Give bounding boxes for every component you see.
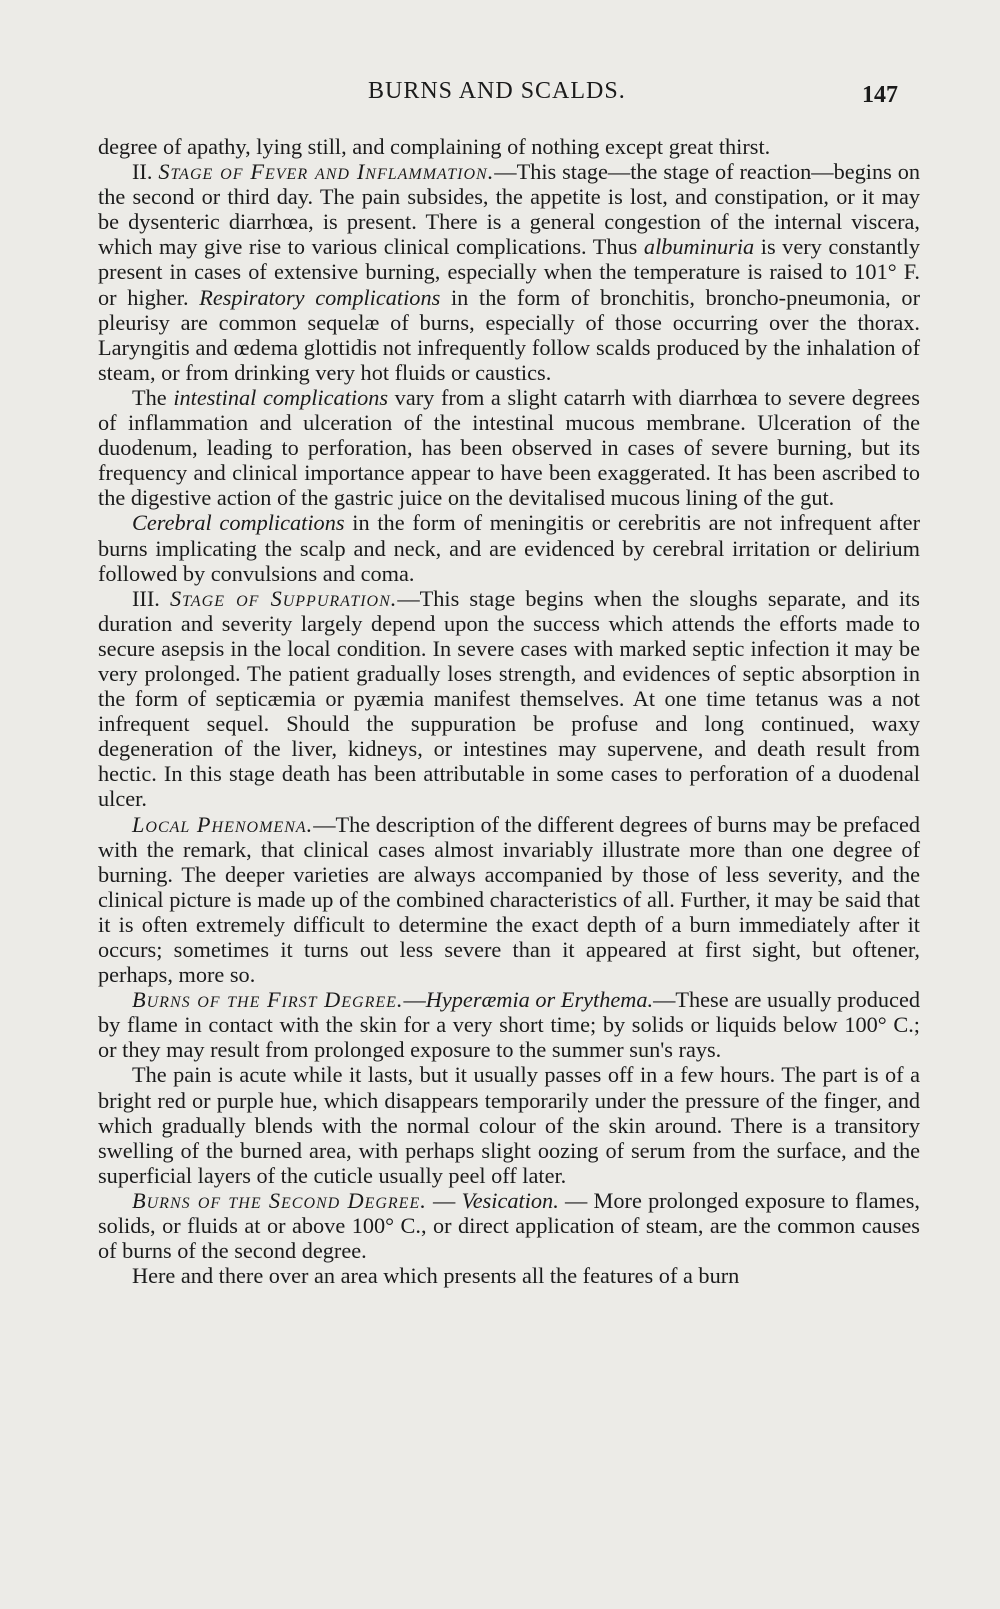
page-number: 147: [862, 82, 898, 108]
paragraph-suppuration: [98, 586, 920, 812]
text-run: — More prolonged exposure to flames, solids, or fluids at or above 100° C., or direct application of steam, are the common causes of burns of the second degree.: [98, 1187, 921, 1264]
text-run: The pain is acute while it lasts, but it usually passes off in a few hours. The part is of a bright red or purple hue, which disappears temporarily under the pressure of the finger, and which gradually blends with the normal colour of the skin around. There is a transitory swelling of the burned area, with perhaps slight oozing of serum from the surface, and the superficial layers of the cuticle usually peel off later.: [98, 1062, 920, 1188]
text-run: degree of apathy, lying still, and complaining of nothing except great thirst.: [98, 134, 771, 159]
text-run: II.: [132, 159, 159, 185]
paragraph-intestinal: [98, 385, 920, 510]
paragraph-local: [98, 812, 920, 988]
paragraph-second-degree: [98, 1188, 920, 1263]
paragraph-first-degree: [98, 987, 920, 1062]
body-text: [98, 134, 920, 1288]
italic-term: albuminuria: [643, 234, 755, 260]
text-run: III.: [132, 585, 170, 611]
paragraph-stage-fever: [98, 159, 920, 385]
text-run: Here and there over an area which presents all the features of a burn: [132, 1263, 740, 1289]
italic-term: Hyperæmia or Erythema.: [425, 987, 654, 1013]
paragraph-pain: [98, 1062, 920, 1187]
text-run: —: [403, 987, 426, 1013]
text-run: in the form of meningitis or cerebritis are not infrequent after burns implicating the scalp and neck, and are evidenced by cerebral irritation or delirium followed by convulsions and coma.: [98, 510, 921, 586]
small-caps-heading: Burns of the Second Degree.: [132, 1187, 427, 1213]
italic-term: Respiratory complications: [199, 284, 441, 310]
page-header: [0, 78, 1000, 118]
paragraph-cerebral: [98, 510, 920, 585]
small-caps-heading: Stage of Suppuration.: [170, 585, 398, 611]
italic-term: Vesication.: [461, 1187, 559, 1213]
text-run: —: [426, 1187, 462, 1213]
paragraph-apathy: [98, 134, 920, 159]
small-caps-heading: Local Phenomena.: [132, 811, 314, 837]
running-title: BURNS AND SCALDS.: [368, 78, 626, 104]
text-run: The: [132, 384, 174, 410]
text-run: is very constantly present in cases of extensive burning, especially when the temperature is raised to 101° F. or higher.: [98, 234, 920, 310]
small-caps-heading: Burns of the First Degree.: [132, 987, 404, 1013]
text-run: —These are usually produced by flame in contact with the skin for a very short time; by solids or liquids below 100° C.; or they may result from prolonged exposure to the summer sun's rays.: [98, 987, 920, 1063]
small-caps-heading: Stage of Fever and Inflammation.: [158, 159, 495, 185]
text-run: in the form of bronchitis, broncho-pneumonia, or pleurisy are common sequelæ of burns, especially of those occurring over the thorax. Laryngitis and œdema glottidis not infrequently follow scalds produced by the inhalation of steam, or from drinking very hot fluids or caustics.: [98, 284, 920, 385]
italic-term: Cerebral complications: [132, 510, 345, 536]
text-run: vary from a slight catarrh with diarrhœa to severe degrees of inflammation and ulceration of the intestinal mucous membrane. Ulceration of the duodenum, leading to perforation, has been observed in cases of severe burning, but its frequency and clinical importance appear to have been exaggerated. It has been ascribed to the digestive action of the gastric juice on the devitalised mucous lining of the gut.: [98, 384, 920, 511]
text-run: —The description of the different degrees of burns may be prefaced with the remark, that clinical cases almost invariably illustrate more than one degree of burning. The deeper varieties are always accompanied by those of less severity, and the clinical picture is made up of the combined characteristics of all. Further, it may be said that it is often extremely difficult to determine the exact depth of a burn immediately after it occurs; sometimes it turns out less severe than it appeared at first sight, but oftener, perhaps, more so.: [98, 811, 920, 988]
paragraph-here: [98, 1263, 920, 1288]
text-run: —This stage—the stage of reaction—begins on the second or third day. The pain subsides, the appetite is lost, and constipation, or it may be dysenteric diarrhœa, is present. There is a general congestion of the internal viscera, which may give rise to various clinical complications. Thus: [98, 159, 920, 260]
text-run: —This stage begins when the sloughs separate, and its duration and severity largely depend upon the success which attends the efforts made to secure asepsis in the local condition. In severe cases with marked septic infection it may be very prolonged. The patient gradually loses strength, and evidences of septic absorption in the form of septicæmia or pyæmia manifest themselves. At one time tetanus was a not infrequent sequel. Should the suppuration be profuse and long continued, waxy degeneration of the liver, kidneys, or intestines may supervene, and death result from hectic. In this stage death has been attributable in some cases to perforation of a duodenal ulcer.: [98, 585, 920, 812]
italic-term: intestinal complications: [173, 384, 389, 410]
